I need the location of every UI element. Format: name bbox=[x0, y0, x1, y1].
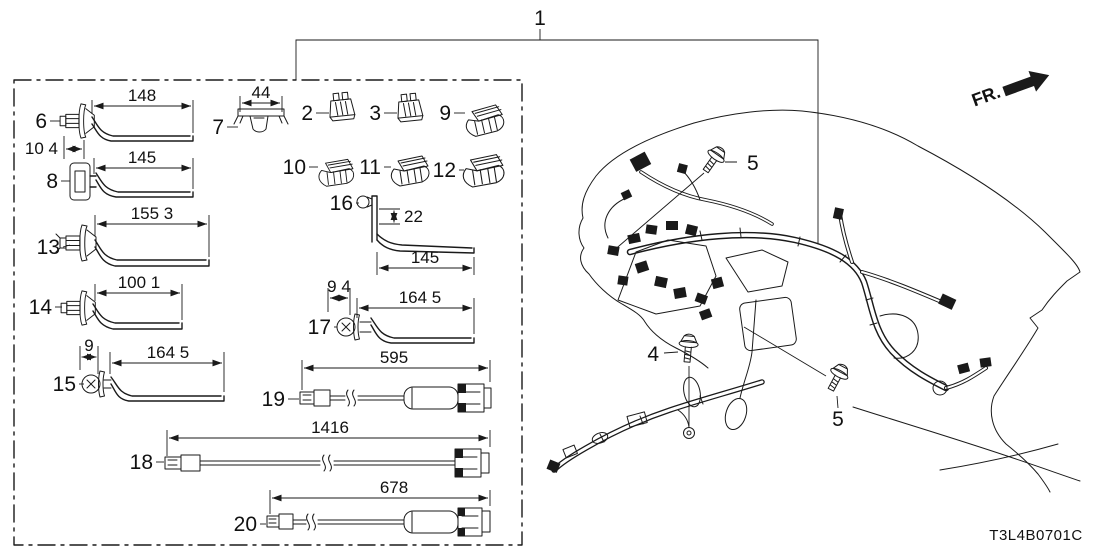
item-8-dim-length: 145 bbox=[127, 148, 157, 167]
callout-4-group bbox=[647, 333, 699, 426]
item-14 bbox=[29, 273, 182, 329]
item-3 bbox=[369, 93, 423, 125]
item-16-label[interactable]: 16 bbox=[329, 192, 353, 215]
item-10-label[interactable]: 10 bbox=[282, 156, 306, 179]
fr-arrow-icon bbox=[1000, 65, 1053, 102]
harness-connector-blobs bbox=[546, 152, 991, 473]
item-9 bbox=[439, 102, 504, 137]
item-19-dim-length: 595 bbox=[379, 348, 409, 367]
item-13-dim-length: 155 3 bbox=[130, 204, 174, 223]
item-16 bbox=[330, 192, 474, 275]
parts-box-border bbox=[14, 80, 522, 545]
item-17-dim-offset: 9 4 bbox=[327, 277, 351, 296]
item-7-dim-length: 44 bbox=[251, 83, 271, 102]
item-6-dim-length: 148 bbox=[127, 86, 157, 105]
item-16-dim-height: 22 bbox=[404, 207, 423, 226]
item-16-dim-length: 145 bbox=[410, 248, 440, 267]
item-18-label[interactable]: 18 bbox=[129, 451, 153, 474]
item-2-label[interactable]: 2 bbox=[301, 102, 313, 125]
item-11-label[interactable]: 11 bbox=[359, 156, 381, 179]
item-15-dim-length: 164 5 bbox=[146, 343, 190, 362]
item-17 bbox=[308, 277, 474, 343]
bolt-4-icon bbox=[678, 333, 699, 362]
item-8 bbox=[46, 148, 193, 200]
bolt-5b-icon bbox=[822, 361, 852, 395]
item-18 bbox=[130, 418, 490, 477]
item-12 bbox=[433, 155, 504, 187]
callout-5b[interactable]: 5 bbox=[832, 408, 844, 431]
item-18-dim-length: 1416 bbox=[311, 418, 349, 437]
fr-direction-group bbox=[969, 64, 1053, 113]
item-15-label[interactable]: 15 bbox=[52, 373, 76, 396]
item-15-dim-offset: 9 bbox=[84, 336, 94, 355]
item-6-dim-offset: 10 4 bbox=[24, 139, 58, 158]
item-13 bbox=[37, 204, 209, 266]
item-2 bbox=[301, 92, 355, 125]
item-3-label[interactable]: 3 bbox=[369, 102, 381, 125]
item-6-label[interactable]: 6 bbox=[35, 110, 47, 133]
item-8-label[interactable]: 8 bbox=[46, 170, 58, 193]
fr-label: FR. bbox=[968, 81, 1004, 111]
item-17-label[interactable]: 17 bbox=[307, 316, 331, 339]
item-6 bbox=[25, 86, 193, 159]
item-10 bbox=[283, 156, 355, 187]
harness-assembly-illustration bbox=[546, 110, 1080, 492]
part-code: T3L4B0701C bbox=[989, 527, 1083, 544]
callout-4[interactable]: 4 bbox=[647, 343, 659, 366]
item-19 bbox=[262, 348, 491, 412]
callout-5a[interactable]: 5 bbox=[747, 152, 759, 175]
item-17-dim-length: 164 5 bbox=[398, 288, 442, 307]
item-12-label[interactable]: 12 bbox=[432, 159, 456, 182]
item-13-label[interactable]: 13 bbox=[36, 236, 60, 259]
item-11 bbox=[359, 156, 429, 186]
bolt-5a-icon bbox=[698, 143, 730, 177]
item-19-label[interactable]: 19 bbox=[261, 388, 285, 411]
item-14-dim-length: 100 1 bbox=[117, 273, 161, 292]
item-7-label[interactable]: 7 bbox=[212, 116, 224, 139]
callout-1[interactable]: 1 bbox=[534, 7, 546, 30]
item-14-label[interactable]: 14 bbox=[28, 296, 52, 319]
item-20 bbox=[234, 478, 490, 536]
item-20-dim-length: 678 bbox=[379, 478, 409, 497]
item-20-label[interactable]: 20 bbox=[233, 513, 257, 536]
item-7 bbox=[212, 83, 288, 139]
item-15 bbox=[53, 336, 224, 401]
item-9-label[interactable]: 9 bbox=[439, 102, 451, 125]
callout-5b-group bbox=[744, 327, 852, 431]
